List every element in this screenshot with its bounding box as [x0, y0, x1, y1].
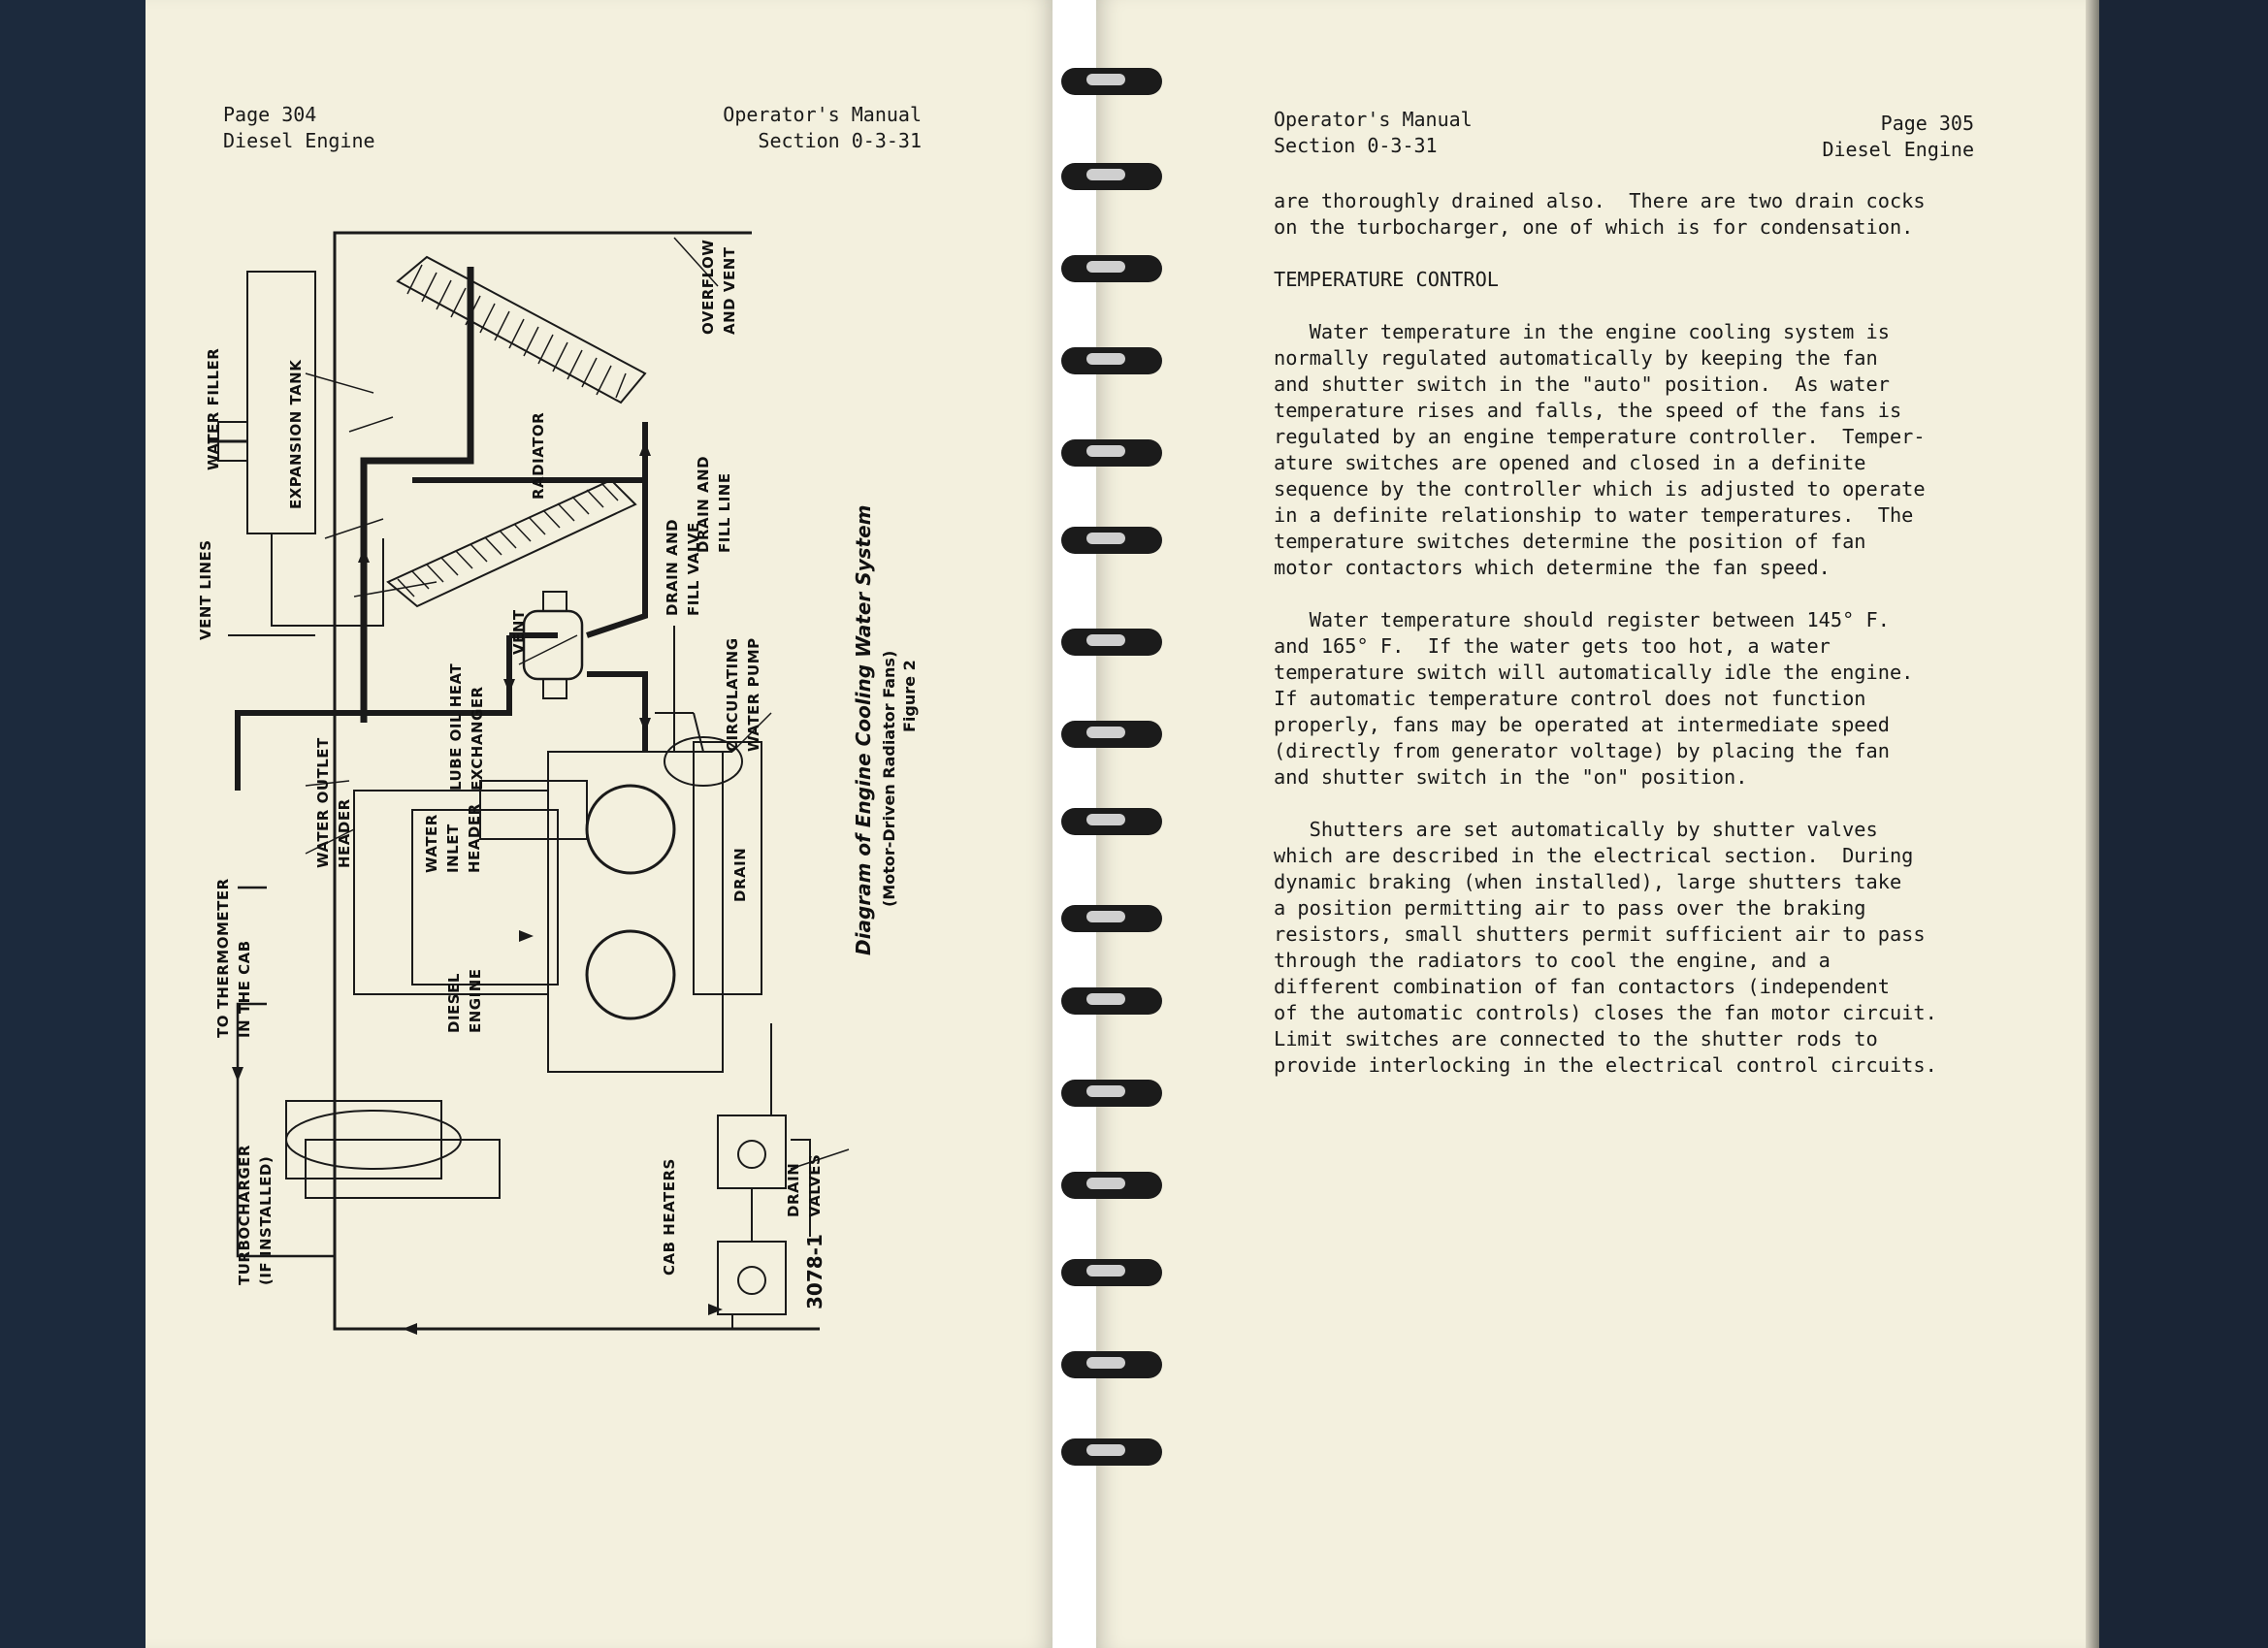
coil-12	[1057, 1072, 1166, 1115]
label-overflow-1: OVERFLOW	[699, 239, 717, 335]
coil-6	[1057, 519, 1166, 562]
text-line: regulated by an engine temperature controller. Temper-	[1274, 425, 1926, 448]
coil-8	[1057, 713, 1166, 756]
coil-2	[1057, 155, 1166, 198]
text-line: ature switches are opened and closed in a definite	[1274, 451, 1866, 474]
text-line: which are described in the electrical section. During	[1274, 844, 1914, 867]
label-drain-fill-valve-2: FILL VALVE	[685, 522, 702, 616]
text-line: and shutter switch in the "auto" position. As water	[1274, 372, 1890, 396]
label-drain: DRAIN	[731, 847, 749, 902]
text-line: different combination of fan contactors (independent	[1274, 975, 1890, 998]
text-line: temperature switches determine the position of fan	[1274, 530, 1866, 553]
diagram-linework	[209, 233, 849, 1329]
text-line: properly, fans may be operated at intermediate speed	[1274, 713, 1890, 736]
text-line: (directly from generator voltage) by placing the fan	[1274, 739, 1890, 762]
coil-9	[1057, 800, 1166, 843]
coil-13	[1057, 1164, 1166, 1207]
text-line: dynamic braking (when installed), large shutters take	[1274, 870, 1902, 893]
coil-7	[1057, 621, 1166, 663]
coil-10	[1057, 897, 1166, 940]
left-section-header: Operator's Manual Section 0-3-31	[723, 103, 922, 152]
label-circulating-pump-1: CIRCULATING	[724, 637, 741, 752]
label-water-filler: WATER FILLER	[205, 347, 222, 470]
coil-14	[1057, 1251, 1166, 1294]
label-vent-lines: VENT LINES	[197, 539, 214, 640]
right-page-number-header: Page 305 Diesel Engine	[1822, 112, 1974, 161]
label-diesel-engine-1: DIESEL	[445, 973, 463, 1033]
label-drain-fill-line-2: FILL LINE	[716, 472, 733, 553]
coil-16	[1057, 1431, 1166, 1473]
diagram-flow-arrows	[232, 441, 723, 1335]
label-overflow-2: AND VENT	[721, 246, 738, 335]
text-line: on the turbocharger, one of which is for condensation.	[1274, 215, 1914, 239]
text-line: temperature switch will automatically idle the engine.	[1274, 661, 1914, 684]
text-line: and shutter switch in the "on" position.	[1274, 765, 1748, 789]
label-circulating-pump-2: WATER PUMP	[745, 637, 762, 752]
book-cover-left	[0, 0, 146, 1648]
text-line: provide interlocking in the electrical control circuits.	[1274, 1053, 1937, 1077]
figure-caption-subtitle: (Motor-Driven Radiator Fans)	[880, 650, 898, 907]
figure-caption-title: Diagram of Engine Cooling Water System	[852, 504, 875, 955]
coil-3	[1057, 247, 1166, 290]
coil-1	[1057, 60, 1166, 103]
text-line: sequence by the controller which is adjusted to operate	[1274, 477, 1926, 501]
label-diesel-engine-2: ENGINE	[467, 968, 484, 1033]
text-line: resistors, small shutters permit sufficient air to pass	[1274, 922, 1926, 946]
label-turbocharger-2: (IF INSTALLED)	[257, 1155, 275, 1285]
label-thermometer-2: IN THE CAB	[236, 940, 253, 1038]
text-line: and 165° F. If the water gets too hot, a water	[1274, 634, 1831, 658]
label-water-inlet-2: INLET	[444, 824, 462, 873]
label-water-outlet-2: HEADER	[336, 798, 353, 868]
label-vent: VENT	[510, 609, 528, 655]
label-drain-fill-valve-1: DRAIN AND	[664, 518, 681, 616]
text-line: are thoroughly drained also. There are two drain cocks	[1274, 189, 1926, 212]
label-drain-fill-line-1: DRAIN AND	[695, 455, 712, 553]
section-heading: TEMPERATURE CONTROL	[1274, 268, 1499, 291]
label-radiator: RADIATOR	[530, 411, 547, 500]
text-line: motor contactors which determine the fan speed.	[1274, 556, 1831, 579]
label-lube-oil-2: EXCHANGER	[469, 686, 486, 791]
text-line: Water temperature in the engine cooling system is	[1274, 320, 1890, 343]
right-page-body	[1274, 188, 2021, 1079]
label-thermometer-1: TO THERMOMETER	[214, 878, 232, 1038]
page-edges	[2086, 0, 2099, 1648]
text-line: in a definite relationship to water temperatures. The	[1274, 503, 1914, 527]
text-line: a position permitting air to pass over the braking	[1274, 896, 1866, 920]
text-line: Shutters are set automatically by shutter valves	[1274, 818, 1878, 841]
cooling-system-diagram	[189, 209, 965, 1353]
text-line: If automatic temperature control does not function	[1274, 687, 1866, 710]
coil-5	[1057, 432, 1166, 474]
text-line: Water temperature should register between 145° F.	[1274, 608, 1890, 631]
text-line: normally regulated automatically by keeping the fan	[1274, 346, 1878, 370]
text-line: through the radiators to cool the engine, and a	[1274, 949, 1831, 972]
figure-number: Figure 2	[900, 660, 919, 732]
label-turbocharger-1: TURBOCHARGER	[236, 1145, 253, 1285]
label-water-inlet-3: HEADER	[466, 803, 483, 873]
label-water-inlet-1: WATER	[423, 814, 440, 873]
text-line: Limit switches are connected to the shutter rods to	[1274, 1027, 1878, 1050]
coil-15	[1057, 1343, 1166, 1386]
label-lube-oil-1: LUBE OIL HEAT	[447, 662, 465, 791]
label-expansion-tank: EXPANSION TANK	[287, 359, 305, 509]
label-water-outlet-1: WATER OUTLET	[314, 737, 332, 868]
text-line: of the automatic controls) closes the fan motor circuit.	[1274, 1001, 1937, 1024]
drawing-number: 3078-1	[803, 1234, 826, 1309]
text-line: temperature rises and falls, the speed of the fans is	[1274, 399, 1902, 422]
coil-11	[1057, 980, 1166, 1022]
label-drain-valves-2: VALVES	[806, 1153, 824, 1217]
left-page-number-header: Page 304 Diesel Engine	[223, 103, 375, 152]
label-cab-heaters: CAB HEATERS	[661, 1158, 678, 1276]
label-drain-valves-1: DRAIN	[785, 1162, 802, 1217]
coil-4	[1057, 339, 1166, 382]
book-cover-right	[2086, 0, 2268, 1648]
right-section-header: Operator's Manual Section 0-3-31	[1274, 108, 1473, 157]
